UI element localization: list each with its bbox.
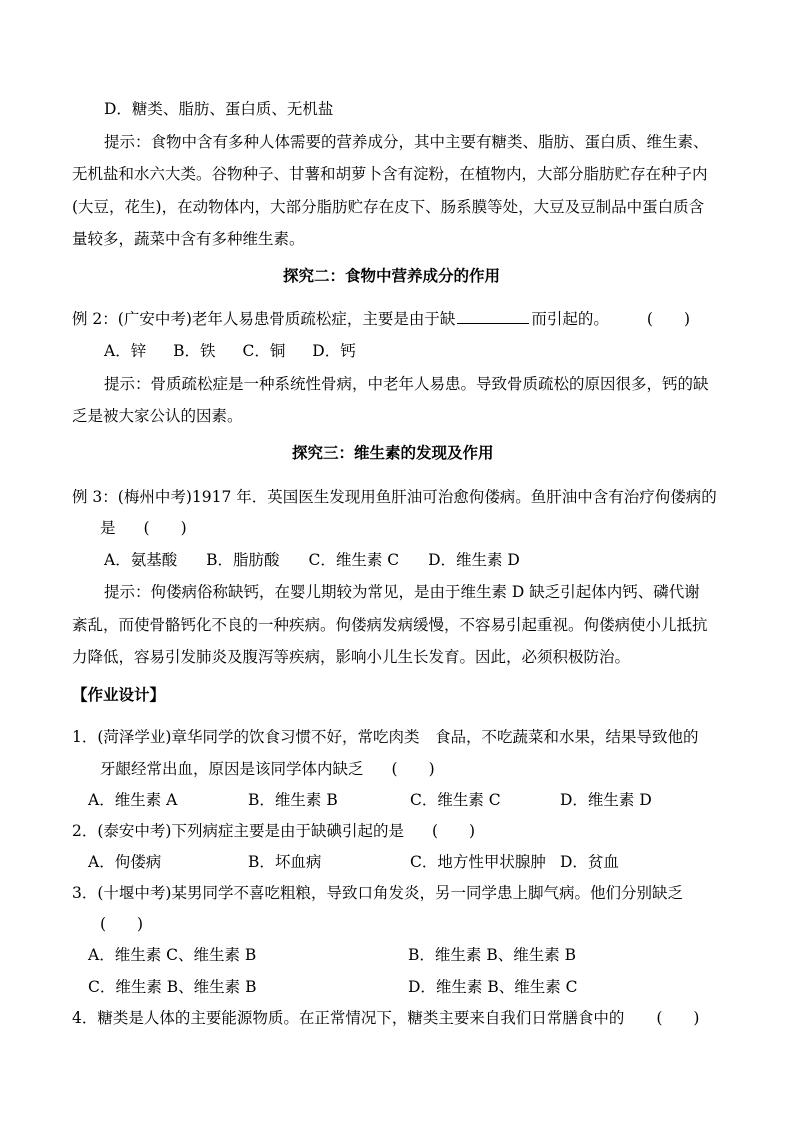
hw3-options-row-1: [88, 944, 576, 966]
homework-title: 【作业设计】: [72, 685, 166, 704]
hw3-options-row-2: [88, 976, 578, 998]
option-a: A．维生素 A: [88, 791, 178, 809]
section2-title: 探究二：食物中营养成分的作用: [283, 266, 501, 285]
example2-stem-end: 而引起的。: [531, 310, 609, 328]
answer-paren: ( ): [646, 310, 691, 328]
hw2-stem-text: 2．(泰安中考)下列病症主要是由于缺碘引起的是: [72, 822, 404, 840]
hw1-stem-line-2: [100, 758, 435, 780]
example3-stem-line-2: [100, 517, 187, 539]
tip1-line-3: (大豆，花生)，在动物体内，大部分脂肪贮存在皮下、肠系膜等处，大豆及豆制品中蛋白质含: [72, 198, 705, 216]
tip3-line-1: 提示：佝偻病俗称缺钙，在婴儿期较为常见，是由于维生素 D 缺乏引起体内钙、磷代谢: [104, 583, 700, 601]
hw1-stem-end: 牙龈经常出血，原因是该同学体内缺乏: [100, 760, 364, 778]
hw4-stem: [72, 1007, 699, 1029]
answer-paren: ( ): [391, 760, 435, 778]
option-d: D．维生素 D: [428, 551, 520, 569]
example2-stem-start: 例 2：(广安中考)老年人易患骨质疏松症，主要是由于缺: [72, 310, 456, 328]
tip2-line-2: 乏是被大家公认的因素。: [72, 407, 243, 425]
option-a: A．锌: [104, 342, 147, 360]
option-a: A．维生素 C、维生素 B: [88, 946, 257, 964]
option-b: B．铁: [173, 342, 216, 360]
answer-paren: ( ): [431, 822, 476, 840]
answer-paren: ( ): [143, 519, 187, 537]
option-b: B．维生素 B: [248, 791, 338, 809]
option-a: A．佝偻病: [88, 853, 162, 871]
option-c: C．维生素 C: [410, 791, 501, 809]
example2-stem: [72, 308, 690, 330]
option-c: C．维生素 C: [308, 551, 400, 569]
hw4-stem-text: 4．糖类是人体的主要能源物质。在正常情况下，糖类主要来自我们日常膳食中的: [72, 1009, 625, 1027]
option-b: B．维生素 B、维生素 B: [408, 946, 577, 964]
tip1-line-2: 无机盐和水六大类。谷物种子、甘薯和胡萝卜含有淀粉，在植物内，大部分脂肪贮存在种子内: [72, 165, 708, 183]
answer-paren: ( ): [100, 915, 144, 933]
tip3-line-2: 紊乱，而使骨骼钙化不良的一种疾病。佝偻病发病缓慢，不容易引起重视。佝偻病使小儿抵抗: [72, 616, 708, 634]
option-a: A．氨基酸: [104, 551, 178, 569]
example3-stem-line-1: 例 3：(梅州中考)1917 年．英国医生发现用鱼肝油可治愈佝偻病。鱼肝油中含有治疗佝偻病的: [72, 488, 717, 506]
option-d: D．维生素 B、维生素 C: [408, 978, 578, 996]
option-b: B．坏血病: [248, 853, 322, 871]
section3-title: 探究三：维生素的发现及作用: [292, 443, 494, 462]
tip2-line-1: 提示：骨质疏松症是一种系统性骨病，中老年人易患。导致骨质疏松的原因很多，钙的缺: [104, 375, 709, 393]
hw1-stem-line-1: 1．(菏泽学业)章华同学的饮食习惯不好，常吃肉类 食品，不吃蔬菜和水果，结果导致他的: [72, 728, 699, 746]
tip3-line-3: 力降低，容易引发肺炎及腹泻等疾病，影响小儿生长发育。因此，必须积极防治。: [72, 648, 631, 666]
q1-option-d: D．糖类、脂肪、蛋白质、无机盐: [104, 100, 334, 118]
option-b: B．脂肪酸: [206, 551, 280, 569]
option-c: C．地方性甲状腺肿: [410, 853, 546, 871]
hw3-stem: 3．(十堰中考)某男同学不喜吃粗粮，导致口角发炎，另一同学患上脚气病。他们分别缺乏: [72, 884, 683, 902]
hw2-stem: [72, 820, 475, 842]
tip1-line-4: 量较多，蔬菜中含有多种维生素。: [72, 230, 305, 248]
answer-blank: [457, 308, 529, 324]
hw1-options: [88, 789, 652, 811]
option-c: C．铜: [242, 342, 286, 360]
option-d: D．维生素 D: [560, 791, 652, 809]
option-d: D．贫血: [560, 853, 619, 871]
option-d: D．钙: [312, 342, 356, 360]
example3-options: [104, 549, 520, 571]
example3-stem-end: 是: [100, 519, 116, 537]
option-c: C．维生素 B、维生素 B: [88, 978, 257, 996]
tip1-line-1: 提示：食物中含有多种人体需要的营养成分，其中主要有糖类、脂肪、蛋白质、维生素、: [104, 133, 709, 151]
hw2-options: [88, 851, 619, 873]
example2-options: [104, 340, 356, 362]
answer-paren: ( ): [656, 1009, 700, 1027]
